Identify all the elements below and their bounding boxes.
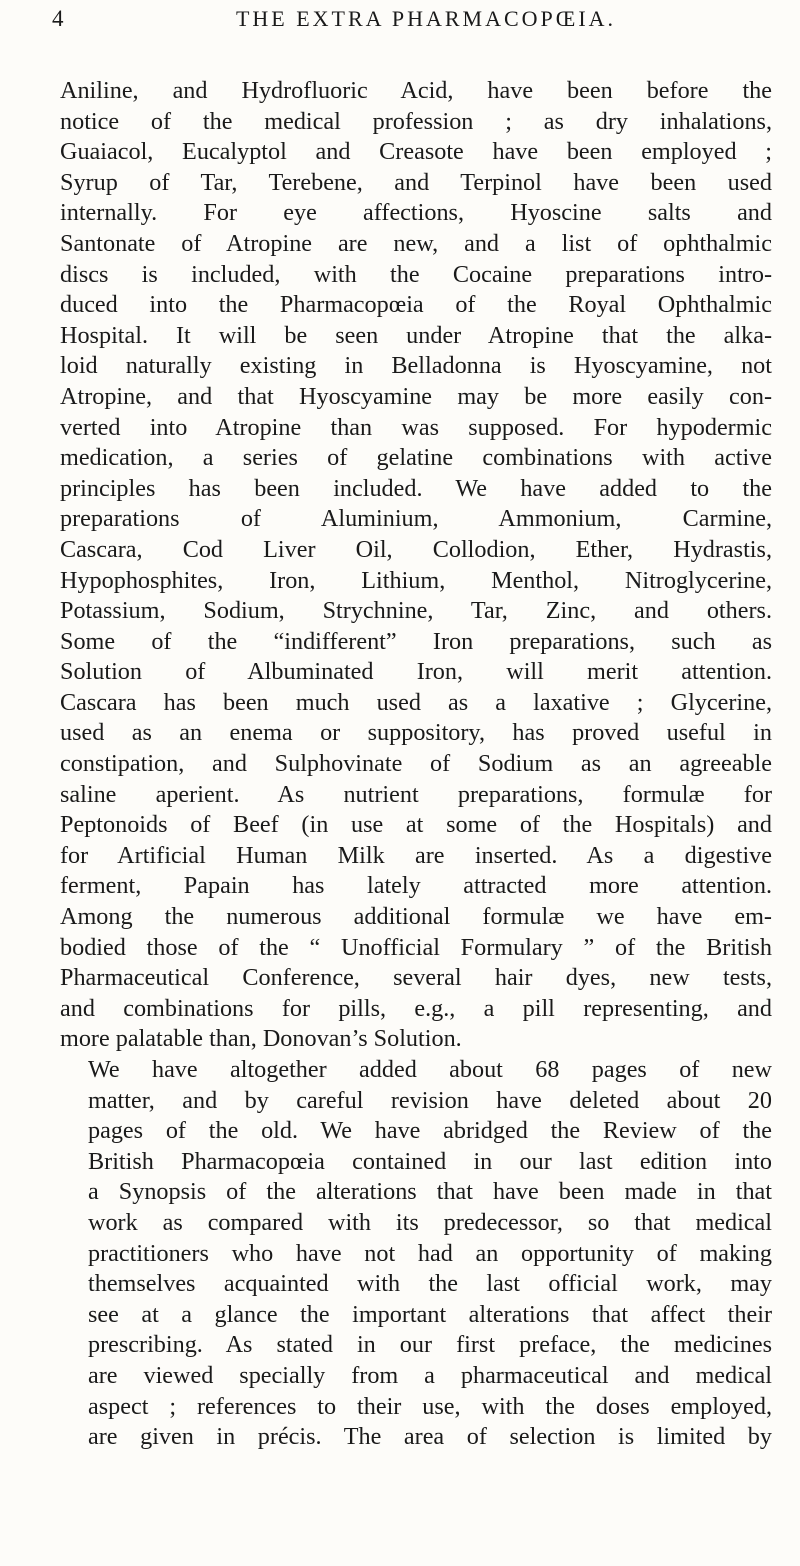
text-line: duced into the Pharmacopœia of the Royal Ophthalmic: [60, 291, 772, 319]
text-line: notice of the medical profession ; as dry inhalations,: [60, 107, 772, 135]
text-line: used as an enema or suppository, has proved useful in: [60, 719, 772, 747]
text-line: Santonate of Atropine are new, and a list of ophthalmic: [60, 229, 772, 257]
body-text: [60, 76, 772, 1453]
text-line: work as compared with its predecessor, so that medical: [88, 1208, 772, 1236]
running-head: [52, 6, 760, 50]
text-line: saline aperient. As nutrient preparations, formulæ for: [60, 780, 772, 808]
paragraph-1: [60, 76, 772, 1055]
text-line: themselves acquainted with the last official work, may: [88, 1270, 772, 1298]
text-line: loid naturally existing in Belladonna is Hyoscyamine, not: [60, 352, 772, 380]
paragraph-2: [60, 1055, 772, 1453]
text-line: preparations of Aluminium, Ammonium, Carmine,: [60, 505, 772, 533]
text-line: British Pharmacopœia contained in our last edition into: [88, 1147, 772, 1175]
text-line: Cascara has been much used as a laxative ; Glycerine,: [60, 688, 772, 716]
text-line: Aniline, and Hydrofluoric Acid, have been before the: [60, 77, 772, 104]
text-line: are viewed specially from a pharmaceutical and medical: [88, 1361, 772, 1389]
text-line: a Synopsis of the alterations that have been made in that: [88, 1178, 772, 1206]
text-line: pages of the old. We have abridged the Review of the: [88, 1117, 772, 1145]
text-line: constipation, and Sulphovinate of Sodium as an agreeable: [60, 750, 772, 778]
text-line: Cascara, Cod Liver Oil, Collodion, Ether, Hydrastis,: [60, 535, 772, 563]
text-line: Hypophosphites, Iron, Lithium, Menthol, Nitroglycerine,: [60, 566, 772, 594]
text-line: Syrup of Tar, Terebene, and Terpinol have been used: [60, 168, 772, 196]
text-line: Atropine, and that Hyoscyamine may be more easily con-: [60, 382, 772, 410]
text-line: Peptonoids of Beef (in use at some of the Hospitals) and: [60, 811, 772, 839]
text-line: see at a glance the important alterations that affect their: [88, 1300, 772, 1328]
text-line: for Artificial Human Milk are inserted. As a digestive: [60, 841, 772, 869]
text-line: Solution of Albuminated Iron, will merit attention.: [60, 658, 772, 686]
text-line: medication, a series of gelatine combinations with active: [60, 444, 772, 472]
text-line: aspect ; references to their use, with the doses employed,: [88, 1392, 772, 1420]
text-line: discs is included, with the Cocaine preparations intro-: [60, 260, 772, 288]
text-line: and combinations for pills, e.g., a pill representing, and: [60, 994, 772, 1022]
text-line: are given in précis. The area of selection is limited by: [88, 1423, 772, 1451]
text-line: practitioners who have not had an opportunity of making: [88, 1239, 772, 1267]
text-line: principles has been included. We have added to the: [60, 474, 772, 502]
text-line: internally. For eye affections, Hyoscine salts and: [60, 199, 772, 227]
text-line: Among the numerous additional formulæ we have em-: [60, 903, 772, 931]
text-line: Potassium, Sodium, Strychnine, Tar, Zinc, and others.: [60, 597, 772, 625]
text-line: Some of the “indifferent” Iron preparations, such as: [60, 627, 772, 655]
text-line: matter, and by careful revision have deleted about 20: [88, 1086, 772, 1114]
text-line: bodied those of the “ Unofficial Formulary ” of the British: [60, 933, 772, 961]
text-line: ferment, Papain has lately attracted more attention.: [60, 872, 772, 900]
page-number: 4: [52, 6, 66, 31]
running-title: THE EXTRA PHARMACOPŒIA.: [235, 6, 617, 31]
text-line: verted into Atropine than was supposed. For hypodermic: [60, 413, 772, 441]
text-line: Pharmaceutical Conference, several hair dyes, new tests,: [60, 964, 772, 992]
text-line: more palatable than, Donovan’s Solution.: [60, 1025, 462, 1053]
text-line: prescribing. As stated in our first preface, the medicines: [88, 1331, 772, 1359]
text-line: We have altogether added about 68 pages of new: [88, 1056, 772, 1083]
text-line: Hospital. It will be seen under Atropine that the alka-: [60, 321, 772, 349]
text-line: Guaiacol, Eucalyptol and Creasote have been employed ;: [60, 138, 772, 166]
